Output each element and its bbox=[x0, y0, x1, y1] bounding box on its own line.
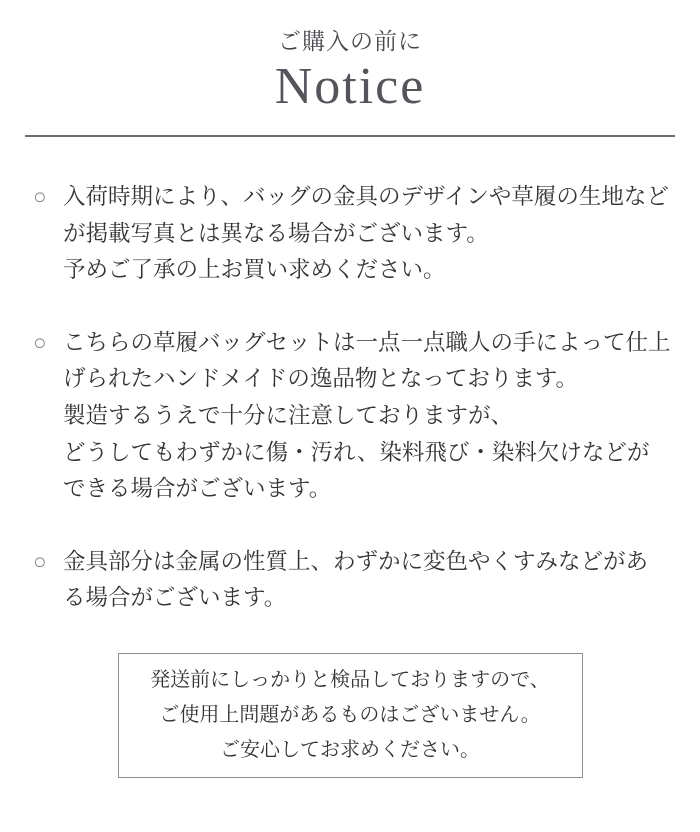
assurance-line: ご安心してお求めください。 bbox=[220, 738, 480, 761]
notice-text bbox=[63, 179, 669, 289]
circle-bullet-icon: ○ bbox=[33, 329, 47, 355]
notice-line: 予めご了承の上お買い求めください。 bbox=[63, 257, 446, 283]
notice-line: げられたハンドメイドの逸品物となっております。 bbox=[63, 366, 579, 392]
notice-list bbox=[0, 137, 700, 617]
notice-line: 製造するうえで十分に注意しておりますが、 bbox=[63, 402, 514, 428]
assurance-box bbox=[118, 653, 583, 778]
notice-line: できる場合がございます。 bbox=[63, 476, 332, 502]
notice-line: 金具部分は金属の性質上、わずかに変色やくすみなどがあ bbox=[63, 548, 649, 574]
circle-bullet-icon: ○ bbox=[33, 548, 47, 574]
notice-line: る場合がございます。 bbox=[63, 585, 287, 611]
notice-item bbox=[33, 544, 682, 617]
circle-bullet-icon: ○ bbox=[33, 184, 47, 209]
notice-item bbox=[33, 325, 682, 508]
notice-line: が掲載写真とは異なる場合がございます。 bbox=[63, 220, 489, 246]
assurance-line: ご使用上問題があるものはございません。 bbox=[159, 703, 541, 726]
page-subtitle: ご購入の前に bbox=[278, 29, 422, 54]
notice-line: どうしてもわずかに傷・汚れ、染料飛び・染料欠けなどが bbox=[63, 439, 650, 465]
notice-text bbox=[63, 544, 648, 617]
notice-line: 入荷時期により、バッグの金具のデザインや草履の生地など bbox=[63, 184, 669, 209]
page-title: Notice bbox=[274, 58, 426, 115]
assurance-line: 発送前にしっかりと検品しておりますので、 bbox=[150, 668, 550, 691]
notice-text bbox=[63, 325, 671, 508]
notice-item bbox=[33, 179, 682, 289]
notice-header bbox=[0, 0, 700, 113]
notice-line: こちらの草履バッグセットは一点一点職人の手によって仕上 bbox=[63, 329, 671, 355]
